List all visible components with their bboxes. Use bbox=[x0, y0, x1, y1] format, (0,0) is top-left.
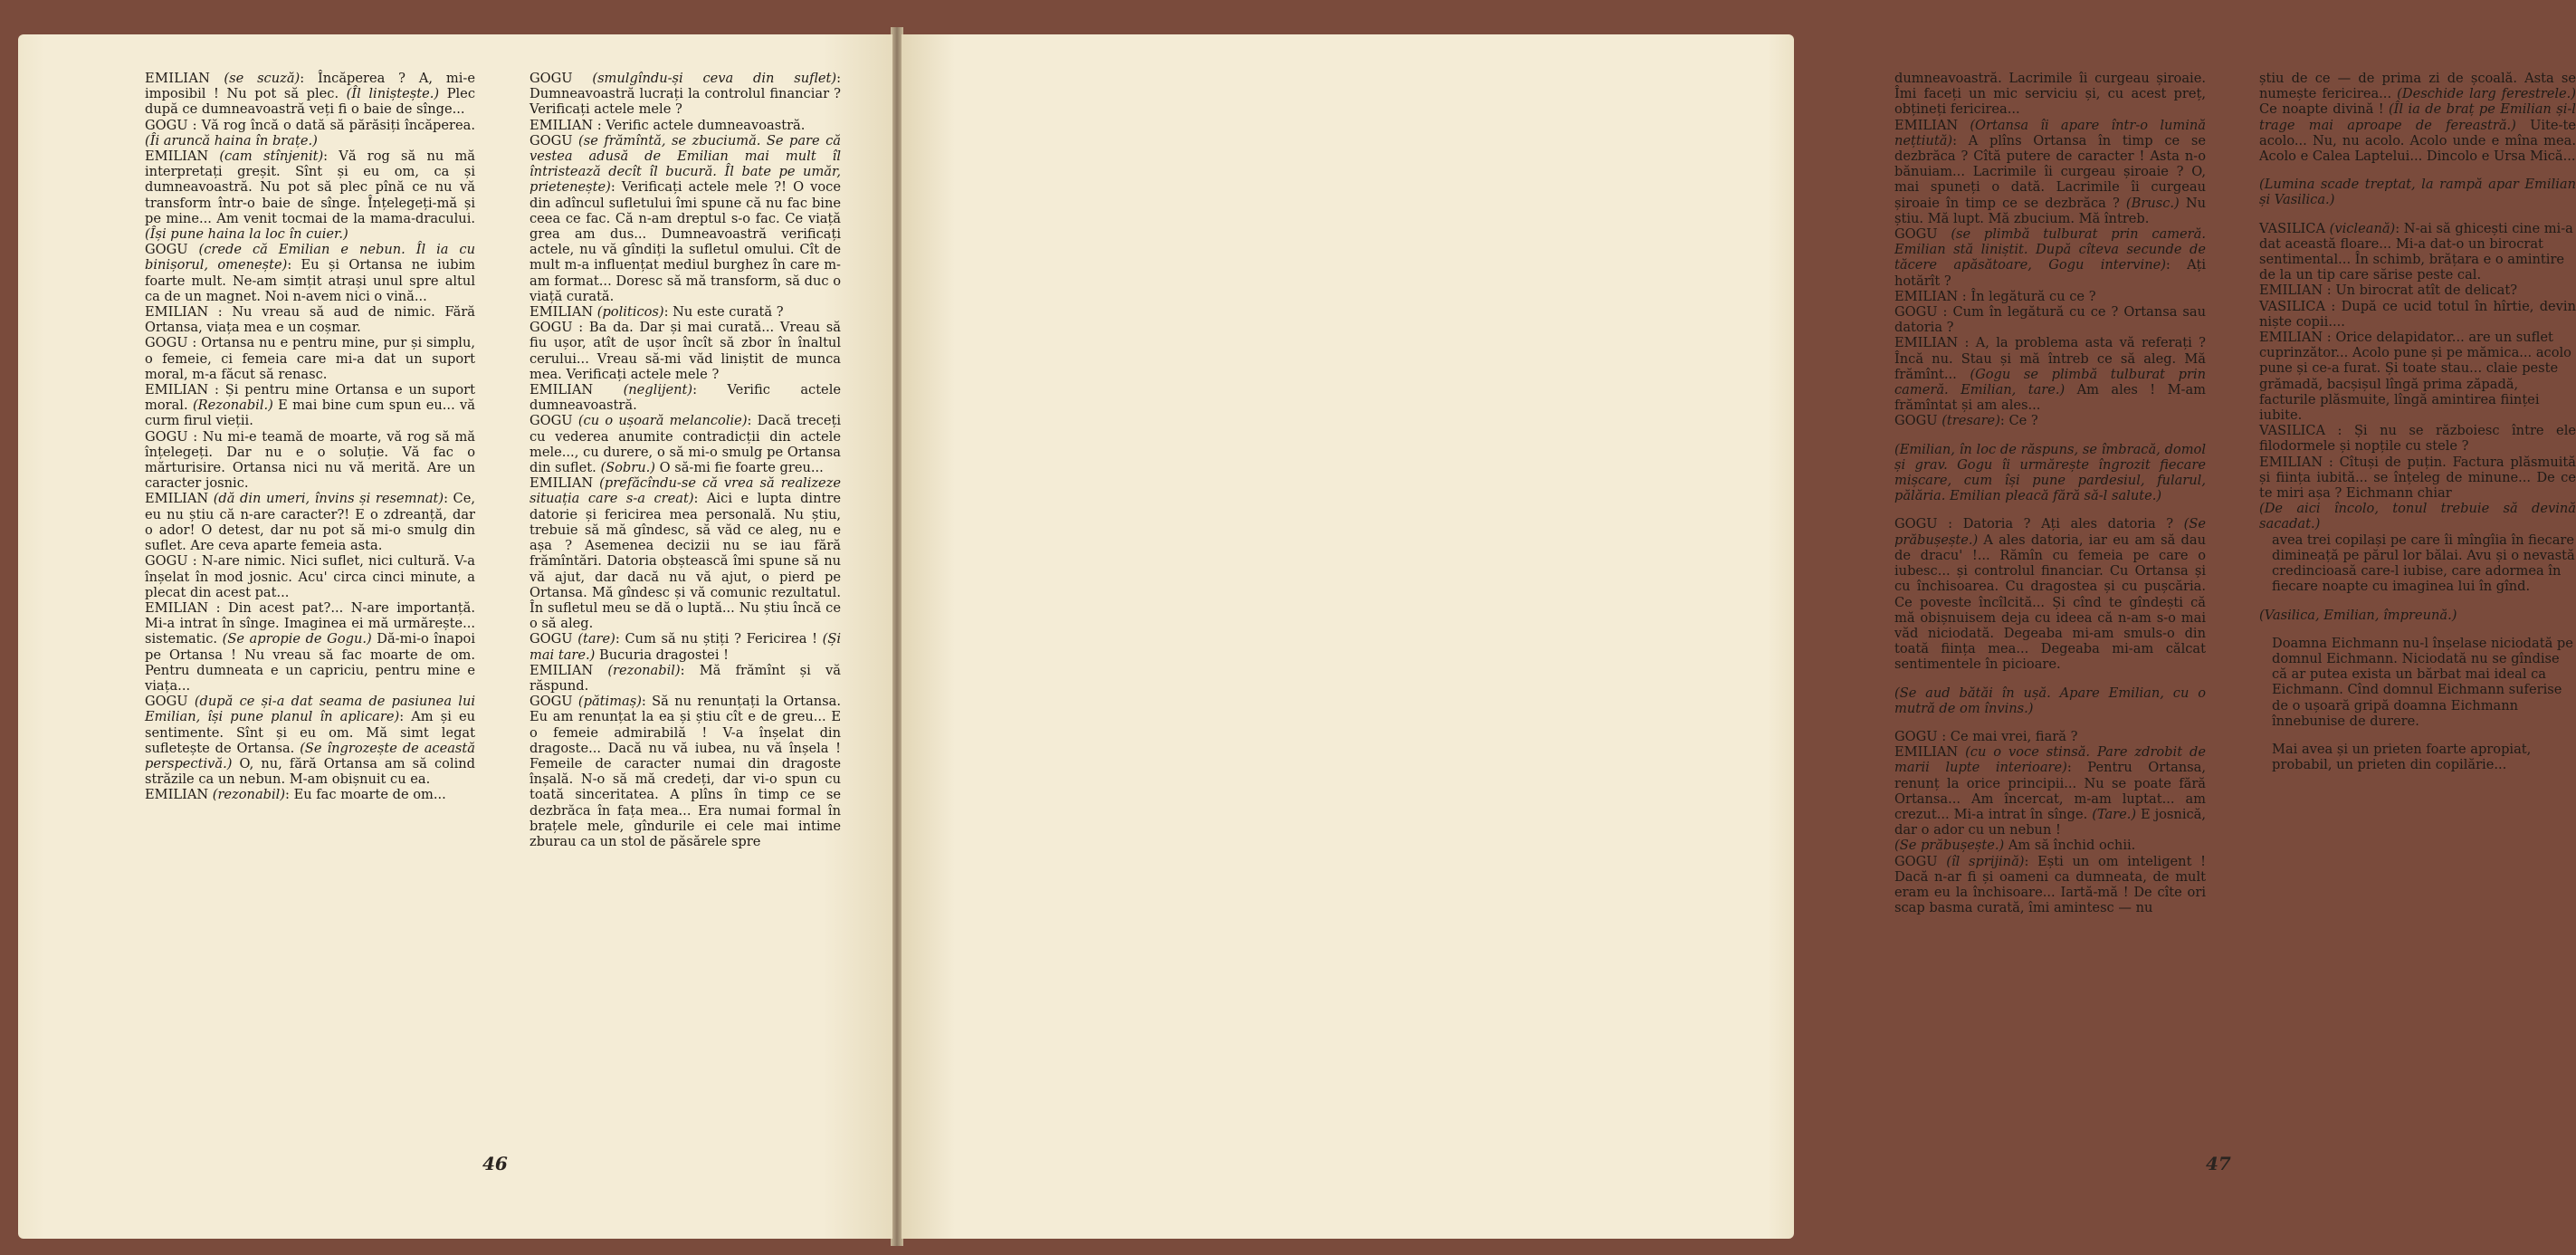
dialogue-text: GOGU bbox=[1894, 853, 1947, 869]
dialogue-text: GOGU : Ortansa nu e pentru mine, pur și simplu, o femeie, ci femeia care mi-a dat un suport moral, m-a făcut să renasc. bbox=[145, 335, 475, 382]
script-line bbox=[1894, 744, 2206, 838]
script-line bbox=[2259, 177, 2576, 207]
dialogue-text: Plec după ce dumneavoastră veți fi o baie de sînge... bbox=[145, 86, 475, 118]
stage-direction: (Se îngrozește de această perspectivă.) bbox=[145, 740, 475, 771]
dialogue-text: EMILIAN : Un birocrat atît de delicat? bbox=[2259, 283, 2518, 299]
dialogue-text: EMILIAN bbox=[530, 304, 597, 321]
script-line bbox=[530, 413, 841, 475]
script-line bbox=[2259, 532, 2576, 595]
dialogue-text: : Mă frămînt și vă răspund. bbox=[530, 662, 841, 694]
stage-direction: (Vasilica, Emilian, împreună.) bbox=[2259, 607, 2457, 623]
stage-direction: (dă din umeri, învins și resemnat) bbox=[213, 491, 444, 507]
dialogue-text: : Pentru Ortansa, renunț la orice principii... Nu se poate fără Ortansa... Am încercat, m-am luptat... am crezut... Mi-a intrat în sînge. bbox=[1894, 760, 2207, 822]
script-line bbox=[1894, 838, 2206, 853]
dialogue-text: EMILIAN bbox=[530, 475, 600, 492]
page-number: 47 bbox=[2206, 1153, 2231, 1174]
stage-direction: (cu o ușoară melancolie) bbox=[577, 413, 748, 429]
dialogue-text: GOGU bbox=[145, 694, 195, 710]
left-page bbox=[18, 34, 892, 1239]
stage-direction: (cu o voce stinsă. Pare zdrobit de marii lupte interioare) bbox=[1894, 744, 2206, 776]
stage-direction: (rezonabil) bbox=[212, 787, 286, 803]
dialogue-text: Am să închid ochii. bbox=[2004, 838, 2136, 854]
stage-direction: (neglijent) bbox=[623, 382, 693, 398]
dialogue-text: avea trei copilași pe care îi mîngîia în fiecare dimineață pe părul lor bălai. Avu și o nevastă credincioasă care-l iubise, care adormea în fiecare noapte cu imaginea lui în gînd. bbox=[2272, 532, 2575, 595]
stage-direction: (după ce și-a dat seama de pasiunea lui Emilian, își pune planul în aplicare) bbox=[145, 694, 476, 725]
dialogue-text: : Ce ? bbox=[1999, 413, 2038, 429]
dialogue-text: GOGU : N-are nimic. Nici suflet, nici cultură. V-a înșelat în mod josnic. Acu' circa cinci minute, a plecat din acest pat... bbox=[145, 553, 475, 600]
script-line bbox=[145, 148, 475, 242]
stage-direction: (Ortansa îi apare într-o lumină nețtiută) bbox=[1894, 117, 2206, 148]
dialogue-text: : A plîns Ortansa în timp ce se dezbrăca ? Cîtă putere de caracter ! Asta n-o bănuiam... Lacrimile îi curgeau șiroaie ? O, mai spuneți o dată. Lacrimile îi curgeau șiroaie în timp ce se dezbrăca ? bbox=[1894, 132, 2206, 211]
stage-direction: (îl sprijină) bbox=[1946, 853, 2025, 869]
dialogue-text: Am ales ! M-am frămîntat și am ales... bbox=[1894, 382, 2206, 414]
script-line bbox=[2259, 221, 2576, 283]
script-line bbox=[2259, 636, 2576, 729]
dialogue-text: GOGU bbox=[1894, 226, 1951, 243]
script-line bbox=[530, 133, 841, 304]
script-line bbox=[530, 631, 841, 662]
stage-direction: (pătimaș) bbox=[577, 694, 642, 710]
script-line bbox=[1894, 685, 2206, 716]
script-line bbox=[2259, 330, 2576, 423]
dialogue-text: : Să nu renunțați la Ortansa. Eu am renunțat la ea și știu cît e de greu... E o femeie admirabilă ! V-a înșelat din dragoste... Dacă nu vă iubea, nu vă înșela ! Femeile de caracter numai din dragoste înșală. N-o să mă credeți, dar vi-o spun cu toată sinceritatea. A plîns în timp ce se dezbrăca în fața mea... Era numai formal în brațele mele, gîndurile ei cele mai intime zburau ca un stol de păsărele spre bbox=[530, 694, 842, 849]
stage-direction: (smulgîndu-și ceva din suflet) bbox=[592, 71, 837, 86]
stage-direction: (Emilian, în loc de răspuns, se îmbracă, domol și grav. Gogu îi urmărește îngrozit fiecare mișcare, cum își pune pardesiul, fularul, pălăria. Emilian pleacă fără să-l salute.) bbox=[1894, 441, 2206, 504]
dialogue-text: Doamna Eichmann nu-l înșelase niciodată pe domnul Eichmann. Niciodată nu se gîndise că ar putea exista un bărbat mai ideal ca Eichmann. Cînd domnul Eichmann suferise de o ușoară gripă doamna Eichmann înnebunise de durere. bbox=[2272, 635, 2573, 729]
dialogue-text: EMILIAN : Din acest pat?... N-are importanță. Mi-a intrat în sînge. Imaginea ei mă urmărește... sistematic. bbox=[145, 599, 475, 647]
stage-direction: (cam stînjenit) bbox=[219, 148, 324, 165]
dialogue-text: EMILIAN bbox=[1894, 117, 1970, 133]
dialogue-text: : Ce, eu nu știu că n-are caracter?! E o zdreanță, dar o ador! O detest, dar nu pot să mi-o smulg din suflet. Are ceva aparte femeia asta. bbox=[145, 491, 475, 554]
dialogue-text: : Cum să nu știți ? Fericirea ! bbox=[615, 631, 823, 647]
script-line bbox=[145, 600, 475, 694]
dialogue-text: GOGU bbox=[530, 132, 579, 148]
page-number: 46 bbox=[482, 1153, 508, 1174]
script-line bbox=[1894, 516, 2206, 672]
left-page-column-2 bbox=[530, 71, 841, 849]
stage-direction: (tare) bbox=[577, 631, 615, 647]
script-line bbox=[2259, 299, 2576, 330]
stage-direction: (se frămîntă, se zbuciumă. Se pare că vestea adusă de Emilian mai mult îl întristează decît îl bucură. Îl bate pe umăr, prietenește) bbox=[530, 132, 841, 196]
script-line bbox=[2259, 71, 2576, 164]
script-line bbox=[1894, 71, 2206, 118]
stage-direction: (De aici încolo, tonul trebuie să devină sacadat.) bbox=[2259, 501, 2576, 532]
script-line bbox=[1894, 442, 2206, 504]
right-page-column-1 bbox=[1894, 71, 2206, 915]
stage-direction: (politicos) bbox=[596, 304, 664, 321]
dialogue-text: VASILICA bbox=[2259, 220, 2330, 236]
dialogue-text: Nu știu. Mă lupt. Mă zbucium. Mă întreb. bbox=[1894, 195, 2206, 226]
dialogue-text: EMILIAN bbox=[145, 148, 220, 165]
dialogue-text: GOGU : Datoria ? Ați ales datoria ? bbox=[1894, 516, 2184, 532]
stage-direction: (Își pune haina la loc în cuier.) bbox=[145, 226, 348, 243]
dialogue-text: EMILIAN : În legătură cu ce ? bbox=[1894, 288, 2096, 304]
dialogue-text: Ce noapte divină ! bbox=[2259, 101, 2389, 118]
script-line bbox=[145, 242, 475, 304]
script-line bbox=[145, 787, 475, 802]
script-line bbox=[1894, 118, 2206, 226]
dialogue-text: : Ești un om inteligent ! Dacă n-ar fi și oameni ca dumneata, de mult eram eu la închisoare... Iartă-mă ! De cîte ori scap basma curată, îmi amintesc — nu bbox=[1894, 853, 2207, 916]
stage-direction: (Rezonabil.) bbox=[192, 398, 273, 414]
dialogue-text: GOGU bbox=[530, 413, 578, 429]
script-line bbox=[2259, 283, 2576, 298]
dialogue-text: EMILIAN : Nu vreau să aud de nimic. Fără Ortansa, viața mea e un coșmar. bbox=[145, 304, 475, 336]
dialogue-text: dumneavoastră. Lacrimile îi curgeau șiroaie. Îmi faceți un mic serviciu și, cu acest preț, obțineți fericirea... bbox=[1894, 71, 2206, 118]
stage-direction: (Îi aruncă haina în brațe.) bbox=[145, 132, 318, 148]
dialogue-text: EMILIAN : Verific actele dumneavoastră. bbox=[530, 117, 806, 133]
right-page bbox=[902, 34, 2576, 1239]
dialogue-text: : Am și eu sentimente. Sînt și eu om. Mă simt legat sufletește de Ortansa. bbox=[145, 709, 476, 756]
script-line bbox=[1894, 854, 2206, 916]
script-line bbox=[1894, 304, 2206, 335]
dialogue-text: Uite-te acolo... Nu, nu acolo. Acolo unde e mîna mea. Acolo e Calea Laptelui... Dincolo e Ursa Mică... bbox=[2259, 117, 2576, 165]
stage-direction: (Deschide larg ferestrele.) bbox=[2397, 86, 2576, 102]
script-line bbox=[530, 382, 841, 413]
script-line bbox=[530, 71, 841, 118]
stage-direction: (Se aud bătăi în ușă. Apare Emilian, cu o mutră de om învins.) bbox=[1894, 685, 2206, 716]
dialogue-text: știu de ce — de prima zi de școală. Asta se numește fericirea... bbox=[2259, 71, 2576, 102]
stage-direction: (se plimbă tulburat prin cameră. Emilian stă liniștit. După cîteva secunde de tăcere apăsătoare, Gogu intervine) bbox=[1894, 226, 2207, 273]
stage-direction: (rezonabil) bbox=[607, 662, 681, 678]
right-page-column-2 bbox=[2259, 71, 2576, 772]
script-line bbox=[1894, 226, 2206, 289]
script-line bbox=[145, 71, 475, 118]
dialogue-text: Mai avea și un prieten foarte apropiat, probabil, un prieten din copilărie... bbox=[2272, 741, 2532, 773]
script-line bbox=[1894, 729, 2206, 744]
script-line bbox=[530, 304, 841, 320]
dialogue-text: E josnică, dar o ador cu un nebun ! bbox=[1894, 806, 2207, 838]
dialogue-text: GOGU : Vă rog încă o dată să părăsiți încăperea. bbox=[145, 117, 475, 133]
stage-direction: (crede că Emilian e nebun. Îl ia cu binișorul, omenește) bbox=[145, 242, 475, 273]
dialogue-text: GOGU bbox=[1894, 413, 1942, 429]
dialogue-text: EMILIAN bbox=[145, 71, 224, 86]
dialogue-text: Dă-mi-o înapoi pe Ortansa ! Nu vreau să fac moarte de om. Pentru dumneata e un capriciu, pentru mine e viața... bbox=[145, 631, 475, 694]
dialogue-text: Bucuria dragostei ! bbox=[595, 647, 729, 663]
script-line bbox=[145, 491, 475, 553]
script-line bbox=[530, 320, 841, 382]
dialogue-text: O să-mi fie foarte greu... bbox=[654, 460, 824, 476]
dialogue-text: GOGU : Ba da. Dar și mai curată... Vreau să fiu ușor, atît de ușor încît să zbor în înaltul cerului... Vreau să-mi văd liniștit de munca mea. Verificați actele mele ? bbox=[530, 320, 841, 382]
dialogue-text: EMILIAN : A, la problema asta vă referați ? Încă nu. Stau și mă întreb ce să aleg. Mă frămînt... bbox=[1894, 335, 2206, 382]
dialogue-text: GOGU bbox=[530, 694, 578, 710]
script-line bbox=[145, 335, 475, 382]
dialogue-text: : Dumneavoastră lucrați la controlul financiar ? Verificați actele mele ? bbox=[530, 71, 841, 118]
script-line bbox=[2259, 423, 2576, 454]
dialogue-text: EMILIAN bbox=[530, 662, 608, 678]
stage-direction: (Tare.) bbox=[2092, 806, 2137, 822]
dialogue-text: VASILICA : După ce ucid totul în hîrtie, devin niște copii.... bbox=[2259, 298, 2576, 330]
left-page-column-1 bbox=[145, 71, 475, 803]
stage-direction: (se scuză) bbox=[224, 71, 301, 86]
script-line bbox=[2259, 501, 2576, 532]
dialogue-text: : Verificați actele mele ?! O voce din adîncul sufletului îmi spune că nu fac bine ceea ce fac. Că n-am dreptul s-o fac. Ce viață grea am dus... Dumneavoastră verificați actele, nu vă gîndiți la sufletul omului. Cît de mult m-a influențat mediul burghez în care m-am format... Doresc să mă transform, să duc o viață curată. bbox=[530, 179, 841, 304]
script-line bbox=[145, 553, 475, 600]
stage-direction: (Îl liniștește.) bbox=[346, 86, 440, 102]
dialogue-text: EMILIAN : Și pentru mine Ortansa e un suport moral. bbox=[145, 382, 475, 414]
stage-direction: (Îl ia de braț pe Emilian și-l trage mai aproape de fereastră.) bbox=[2259, 101, 2576, 133]
script-line bbox=[1894, 289, 2206, 304]
stage-direction: (Brusc.) bbox=[2125, 195, 2180, 211]
script-line bbox=[530, 118, 841, 133]
dialogue-text: : N-ai să ghicești cine mi-a dat această floare... Mi-a dat-o un birocrat sentimental... În schimb, brățara e o amintire de la un tip care sărise peste cal. bbox=[2259, 220, 2573, 283]
stage-direction: (Se prăbușește.) bbox=[1894, 516, 2206, 548]
dialogue-text: A ales datoria, iar eu am să dau de dracu' !... Rămîn cu femeia pe care o iubesc... și controlul financiar. Cu Ortansa și cu închisoarea. Cu dragostea și cu pușcăria. Ce poveste încîlcită... Și cînd te gîndești că mă obișnuisem deja cu ideea că n-am s-o mai văd niciodată. Degeaba mi-am smuls-o din toată ființa mea... Degeaba mi-am călcat sentimentele în picioare. bbox=[1894, 532, 2206, 673]
script-line bbox=[1894, 413, 2206, 428]
dialogue-text: O, nu, fără Ortansa am să colind străzile ca un nebun. M-am obișnuit cu ea. bbox=[145, 755, 475, 788]
script-line bbox=[530, 663, 841, 694]
stage-direction: (tresare) bbox=[1942, 413, 2000, 429]
stage-direction: (Se apropie de Gogu.) bbox=[222, 631, 372, 647]
dialogue-text: : Încăperea ? A, mi-e imposibil ! Nu pot să plec. bbox=[145, 71, 475, 102]
script-line bbox=[2259, 455, 2576, 502]
script-line bbox=[145, 694, 475, 787]
dialogue-text: E mai bine cum spun eu... vă curm firul vieții. bbox=[145, 398, 475, 429]
dialogue-text: EMILIAN bbox=[145, 491, 214, 507]
dialogue-text: GOGU bbox=[530, 71, 593, 86]
stage-direction: (Gogu se plimbă tulburat prin cameră. Emilian, tare.) bbox=[1894, 366, 2207, 398]
dialogue-text: : Verific actele dumneavoastră. bbox=[530, 382, 841, 414]
dialogue-text: EMILIAN bbox=[145, 787, 213, 803]
dialogue-text: EMILIAN bbox=[530, 382, 624, 398]
dialogue-text: : Dacă treceți cu vederea anumite contradicții din actele mele..., cu durere, o să mi-o smulg pe Ortansa din suflet. bbox=[530, 413, 842, 476]
script-line bbox=[145, 429, 475, 492]
stage-direction: (vicleană) bbox=[2329, 220, 2396, 236]
script-line bbox=[530, 475, 841, 631]
dialogue-text: EMILIAN bbox=[1894, 744, 1966, 761]
dialogue-text: : Nu este curată ? bbox=[663, 304, 784, 321]
dialogue-text: GOGU bbox=[145, 242, 199, 258]
dialogue-text: GOGU : Ce mai vrei, fiară ? bbox=[1894, 728, 2078, 744]
script-line bbox=[1894, 335, 2206, 413]
script-line bbox=[530, 694, 841, 849]
script-line bbox=[2259, 608, 2576, 623]
script-line bbox=[145, 304, 475, 335]
script-line bbox=[2259, 742, 2576, 772]
dialogue-text: : Vă rog să nu mă interpretați greșit. Sînt și eu om, ca și dumneavoastră. Nu pot să plec pînă ce nu vă transform într-o baie de sînge. Înțelegeți-mă și pe mine... Am venit tocmai de la mama-dracului. bbox=[145, 148, 476, 226]
stage-direction: (Se prăbușește.) bbox=[1894, 838, 2005, 854]
script-line bbox=[145, 118, 475, 148]
dialogue-text: EMILIAN : Cîtuși de puțin. Factura plăsmuită și ființa iubită... se înțeleg de minune... De ce te miri așa ? Eichmann chiar bbox=[2259, 454, 2576, 502]
dialogue-text: : Eu și Ortansa ne iubim foarte mult. Ne-am simțit atrași unul spre altul ca de un magnet. Noi n-avem nici o vină... bbox=[145, 257, 476, 304]
script-line bbox=[145, 382, 475, 429]
dialogue-text: : Aici e lupta dintre datorie și fericirea mea personală. Nu știu, trebuie să mă gîndesc, să văd ce aleg, nu e așa ? Asemenea decizii nu se iau fără frămîntări. Datoria obștească îmi spune să nu vă ajut, dar dacă nu vă ajut, o pierd pe Ortansa. Mă gîndesc și vă comunic rezultatul. În sufletul meu se dă o luptă... Nu știu încă ce o să aleg. bbox=[530, 491, 841, 632]
dialogue-text: : Eu fac moarte de om... bbox=[285, 787, 446, 803]
dialogue-text: : Ați hotărît ? bbox=[1894, 257, 2206, 289]
dialogue-text: VASILICA : Și nu se războiesc între ele filodormele și nopțile cu stele ? bbox=[2259, 423, 2576, 455]
dialogue-text: EMILIAN : Orice delapidator... are un suflet cuprinzător... Acolo pune și pe mămica... acolo pune și ce-a furat. Și toate stau... claie peste grămadă, bacșișul lîngă prima zăpadă, facturile plăsmuite, lîngă amintirea ființei iubite. bbox=[2259, 330, 2571, 424]
stage-direction: (prefăcîndu-se că vrea să realizeze situația care s-a creat) bbox=[530, 475, 842, 507]
dialogue-text: GOGU : Cum în legătură cu ce ? Ortansa sau datoria ? bbox=[1894, 304, 2206, 336]
stage-direction: (Sobru.) bbox=[600, 460, 655, 476]
dialogue-text: GOGU : Nu mi-e teamă de moarte, vă rog să mă înțelegeți. Dar nu e o soluție. Vă fac o mărturisire. Ortansa nici nu vă merită. Are un caracter josnic. bbox=[145, 428, 475, 492]
dialogue-text: GOGU bbox=[530, 631, 578, 647]
stage-direction: (Lumina scade treptat, la rampă apar Emilian și Vasilica.) bbox=[2259, 177, 2576, 208]
stage-direction: (Și mai tare.) bbox=[530, 631, 841, 663]
